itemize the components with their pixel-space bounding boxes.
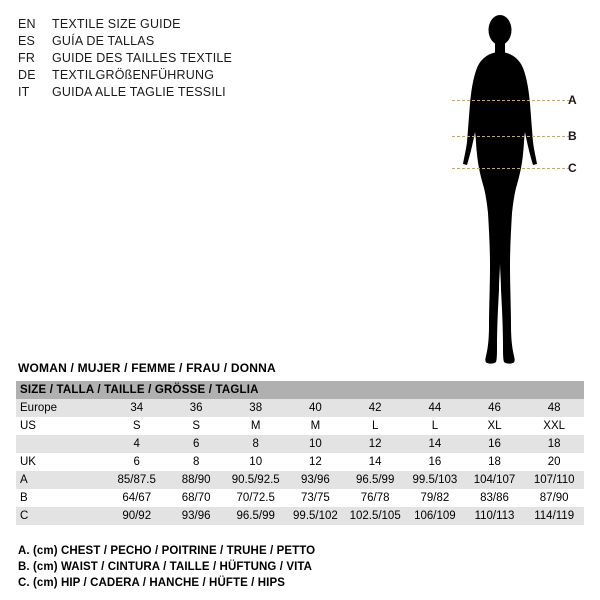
cell: 18 bbox=[524, 435, 584, 453]
language-text-en: TEXTILE SIZE GUIDE bbox=[52, 17, 181, 31]
cell: 12 bbox=[345, 435, 405, 453]
cell: 102.5/105 bbox=[345, 507, 405, 525]
waist-marker-label: B bbox=[568, 129, 577, 143]
cell: 87/90 bbox=[524, 489, 584, 507]
waist-measure-line bbox=[452, 136, 570, 137]
cell: 14 bbox=[345, 453, 405, 471]
cell: 6 bbox=[166, 435, 225, 453]
cell: 76/78 bbox=[345, 489, 405, 507]
legend-row-hip: C. (cm) HIP / CADERA / HANCHE / HÜFTE / HIPS bbox=[18, 577, 286, 589]
cell: L bbox=[345, 417, 405, 435]
cell: 16 bbox=[465, 435, 525, 453]
cell: M bbox=[286, 417, 346, 435]
cell: 12 bbox=[286, 453, 346, 471]
language-code-en: EN bbox=[18, 17, 36, 31]
cell: M bbox=[226, 417, 286, 435]
cell: 96.5/99 bbox=[226, 507, 286, 525]
chest-marker-label: A bbox=[568, 93, 577, 107]
cell: 88/90 bbox=[166, 471, 225, 489]
female-body-silhouette-icon bbox=[440, 8, 560, 368]
table-row bbox=[16, 399, 584, 417]
legend bbox=[18, 543, 578, 591]
table-row bbox=[16, 417, 584, 435]
legend-row-chest: A. (cm) CHEST / PECHO / POITRINE / TRUHE / PETTO bbox=[18, 545, 316, 557]
hip-marker-label: C bbox=[568, 161, 577, 175]
cell: 44 bbox=[405, 399, 465, 417]
table-row bbox=[16, 453, 584, 471]
language-row-en bbox=[18, 16, 318, 33]
cell: 90.5/92.5 bbox=[226, 471, 286, 489]
size-table bbox=[16, 381, 584, 525]
language-row-it bbox=[18, 84, 318, 101]
language-code-fr: FR bbox=[18, 51, 36, 65]
cell: 73/75 bbox=[286, 489, 346, 507]
cell: 68/70 bbox=[166, 489, 225, 507]
cell: 40 bbox=[286, 399, 346, 417]
cell: 70/72.5 bbox=[226, 489, 286, 507]
cell: 48 bbox=[524, 399, 584, 417]
cell: 38 bbox=[226, 399, 286, 417]
cell: 83/86 bbox=[465, 489, 525, 507]
cell: 10 bbox=[286, 435, 346, 453]
cell: 20 bbox=[524, 453, 584, 471]
cell: 93/96 bbox=[166, 507, 225, 525]
table-row-header bbox=[16, 381, 584, 399]
table-row bbox=[16, 471, 584, 489]
hip-measure-line bbox=[452, 168, 570, 169]
cell: 34 bbox=[107, 399, 167, 417]
row-label: C bbox=[16, 507, 107, 525]
table-header-label: SIZE / TALLA / TAILLE / GRÖSSE / TAGLIA bbox=[16, 381, 584, 399]
cell: 8 bbox=[166, 453, 225, 471]
cell: 4 bbox=[107, 435, 167, 453]
legend-row-waist: B. (cm) WAIST / CINTURA / TAILLE / HÜFTUNG / VITA bbox=[18, 561, 313, 573]
section-title: WOMAN / MUJER / FEMME / FRAU / DONNA bbox=[18, 361, 276, 375]
cell: 8 bbox=[226, 435, 286, 453]
row-label: A bbox=[16, 471, 107, 489]
table-row bbox=[16, 489, 584, 507]
row-label bbox=[16, 435, 107, 453]
cell: 96.5/99 bbox=[345, 471, 405, 489]
cell: 110/113 bbox=[465, 507, 525, 525]
row-label: UK bbox=[16, 453, 107, 471]
cell: 99.5/103 bbox=[405, 471, 465, 489]
language-row-es bbox=[18, 33, 318, 50]
cell: 10 bbox=[226, 453, 286, 471]
cell: 85/87.5 bbox=[107, 471, 167, 489]
row-label: Europe bbox=[16, 399, 107, 417]
table-row bbox=[16, 507, 584, 525]
cell: 90/92 bbox=[107, 507, 167, 525]
cell: 106/109 bbox=[405, 507, 465, 525]
cell: 79/82 bbox=[405, 489, 465, 507]
figure-diagram bbox=[420, 8, 590, 368]
language-code-es: ES bbox=[18, 34, 36, 48]
chest-measure-line bbox=[452, 100, 570, 101]
cell: 36 bbox=[166, 399, 225, 417]
row-label: B bbox=[16, 489, 107, 507]
cell: 93/96 bbox=[286, 471, 346, 489]
language-text-de: TEXTILGRÖßENFÜHRUNG bbox=[52, 68, 215, 82]
language-code-de: DE bbox=[18, 68, 36, 82]
language-list bbox=[18, 16, 318, 101]
cell: L bbox=[405, 417, 465, 435]
language-text-es: GUÍA DE TALLAS bbox=[52, 34, 155, 48]
language-text-fr: GUIDE DES TAILLES TEXTILE bbox=[52, 51, 233, 65]
table-row bbox=[16, 435, 584, 453]
language-text-it: GUIDA ALLE TAGLIE TESSILI bbox=[52, 85, 226, 99]
cell: XXL bbox=[524, 417, 584, 435]
cell: 6 bbox=[107, 453, 167, 471]
cell: 18 bbox=[465, 453, 525, 471]
cell: XL bbox=[465, 417, 525, 435]
cell: 14 bbox=[405, 435, 465, 453]
cell: S bbox=[166, 417, 225, 435]
language-code-it: IT bbox=[18, 85, 30, 99]
language-row-de bbox=[18, 67, 318, 84]
cell: 99.5/102 bbox=[286, 507, 346, 525]
language-row-fr bbox=[18, 50, 318, 67]
cell: 42 bbox=[345, 399, 405, 417]
cell: 107/110 bbox=[524, 471, 584, 489]
cell: 114/119 bbox=[524, 507, 584, 525]
cell: 16 bbox=[405, 453, 465, 471]
cell: 104/107 bbox=[465, 471, 525, 489]
cell: S bbox=[107, 417, 167, 435]
cell: 64/67 bbox=[107, 489, 167, 507]
row-label: US bbox=[16, 417, 107, 435]
cell: 46 bbox=[465, 399, 525, 417]
